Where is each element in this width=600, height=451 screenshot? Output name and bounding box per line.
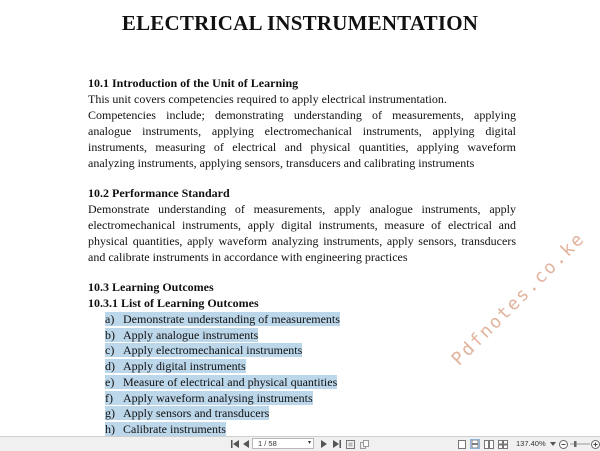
continuous-view-icon[interactable] (470, 439, 480, 449)
two-page-continuous-icon[interactable] (498, 439, 508, 449)
section-heading: 10.2 Performance Standard (88, 186, 230, 200)
zoom-level[interactable]: 137.40% (516, 439, 546, 448)
watermark: Pdfnotes.co.ke (447, 227, 590, 370)
zoom-dropdown-icon[interactable] (550, 439, 556, 449)
section-introduction (88, 75, 516, 171)
pdf-viewer-toolbar (0, 436, 600, 451)
chevron-down-icon: ▾ (307, 440, 311, 446)
fit-page-icon[interactable] (346, 439, 355, 449)
list-item (105, 375, 516, 391)
highlighted-text: a) Demonstrate understanding of measurements (105, 312, 340, 326)
section-heading: 10.3 Learning Outcomes (88, 280, 214, 294)
highlighted-text: c) Apply electromechanical instruments (105, 343, 303, 358)
rotate-icon[interactable] (360, 439, 369, 449)
paragraph: Demonstrate understanding of measurements, apply analogue instruments, apply electromechanical instruments, apply digital instruments, measure of electrical and physical quantities, apply waveform analyzing instruments, apply sensors, transducers and calibrate instruments in accordance with engineering practices (88, 202, 516, 264)
list-item (105, 312, 516, 328)
list-item (105, 328, 516, 344)
list-item (105, 391, 516, 407)
list-item (105, 406, 516, 422)
last-page-icon[interactable] (332, 439, 341, 449)
highlighted-text: g) Apply sensors and transducers (105, 406, 270, 421)
section-heading: 10.1 Introduction of the Unit of Learning (88, 76, 299, 90)
two-page-view-icon[interactable] (484, 439, 494, 449)
previous-page-icon[interactable] (242, 439, 250, 449)
zoom-in-icon[interactable] (591, 439, 600, 449)
highlighted-text: f) Apply waveform analysing instruments (105, 390, 313, 405)
page-title: ELECTRICAL INSTRUMENTATION (121, 11, 479, 35)
paragraph: This unit covers competencies required to apply electrical instrumentation. (88, 92, 447, 106)
highlighted-text: d) Apply digital instruments (105, 359, 246, 374)
subsection-heading: 10.3.1 List of Learning Outcomes (88, 296, 259, 310)
single-page-view-icon[interactable] (457, 439, 466, 449)
next-page-icon[interactable] (320, 439, 328, 449)
highlighted-text: e) Measure of electrical and physical quantities (105, 374, 338, 389)
highlighted-text: b) Apply analogue instruments (105, 327, 259, 342)
zoom-out-icon[interactable] (559, 439, 568, 449)
section-performance-standard (88, 185, 516, 265)
paragraph: Competencies include; demonstrating understanding of measurements, applying analogue instruments, applying electromechanical instruments, applying digital instruments, measuring of electrical and physical quantities, applying waveform analyzing instruments, applying sensors, transducers and calibrating instruments (88, 108, 516, 170)
first-page-icon[interactable] (230, 439, 239, 449)
learning-outcomes-list (88, 312, 516, 438)
page-number-input[interactable]: 1 / 58 ▾ (252, 438, 314, 449)
zoom-slider[interactable] (570, 439, 590, 449)
highlighted-text: h) Calibrate instruments (105, 421, 226, 436)
